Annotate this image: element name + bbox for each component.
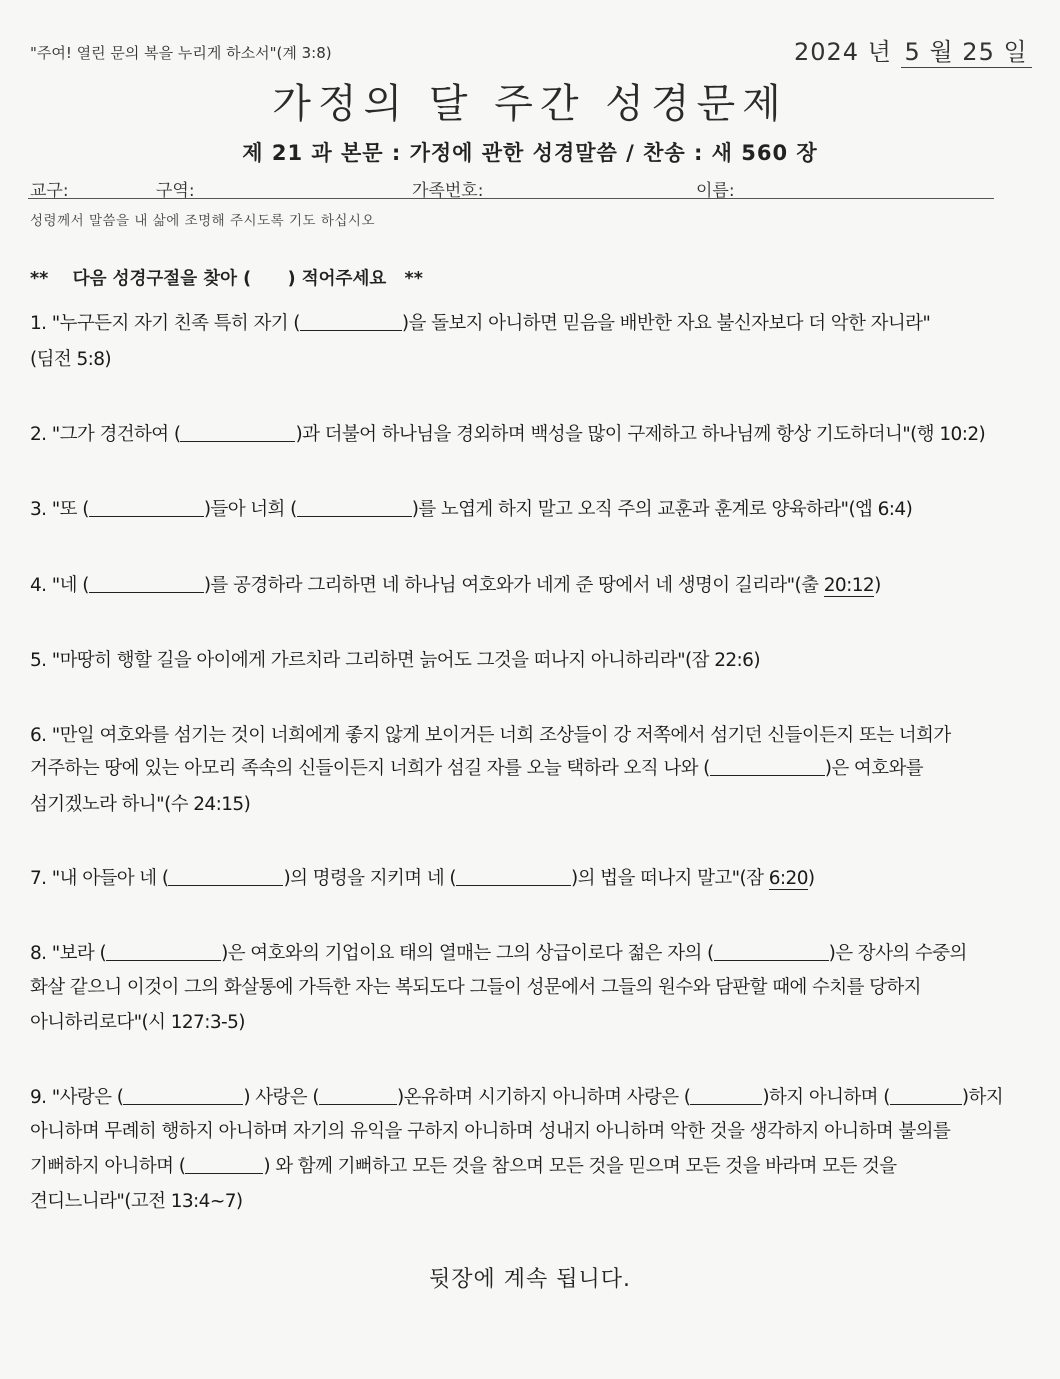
instruction: ** 다음 성경구절을 찾아 ( ) 적어주세요 ** <box>30 269 423 289</box>
district-label: 구역: <box>156 181 195 201</box>
question-text: )하지 <box>961 1087 1004 1108</box>
answer-blank[interactable] <box>456 864 571 886</box>
lesson-subtitle: 제 21 과 본문 : 가정에 관한 성경말씀 / 찬송 : 새 560 장 <box>242 141 818 165</box>
question-1-ref <box>30 342 111 378</box>
continued-note: 뒷장에 계속 됩니다. <box>429 1267 631 1292</box>
date <box>794 32 1032 68</box>
date-day: 25 <box>962 38 995 66</box>
date-month-day <box>901 32 1032 68</box>
question-8 <box>30 936 967 972</box>
question-text: )의 명령을 지키며 네 ( <box>283 868 456 889</box>
question-text: 화살 같으니 이것이 그의 화살통에 가득한 자는 복되도다 그들이 성문에서 그들의 원수와 담판할 때에 수치를 당하지 <box>30 977 921 998</box>
answer-blank[interactable] <box>710 754 825 776</box>
question-6-line3 <box>30 787 250 823</box>
question-7 <box>30 861 815 897</box>
answer-blank[interactable] <box>690 1083 762 1105</box>
question-text: ) 사랑은 ( <box>243 1087 319 1108</box>
question-9 <box>30 1080 1003 1116</box>
question-text: 기뻐하지 아니하며 ( <box>30 1156 186 1177</box>
question-text: 5. "마땅히 행할 길을 아이에게 가르치라 그리하면 늙어도 그것을 떠나지 아니하리라"(잠 22:6) <box>30 650 760 671</box>
question-9-line3 <box>30 1149 897 1185</box>
question-text: 8. "보라 ( <box>30 943 107 964</box>
verse-ref: 20:12 <box>823 575 875 596</box>
answer-blank[interactable] <box>890 1083 962 1105</box>
question-text: )은 여호와의 기업이요 태의 열매는 그의 상급이로다 젊은 자의 ( <box>221 943 714 964</box>
question-text: ) <box>807 868 815 889</box>
question-text: 6. "만일 여호와를 섬기는 것이 너희에게 좋지 않게 보이거든 너희 조상들이 강 저쪽에서 섬기던 신들이든지 또는 너희가 <box>30 725 951 746</box>
family-no-label: 가족번호: <box>412 181 484 201</box>
question-6-line2 <box>30 751 923 787</box>
question-text: )의 법을 떠나지 말고"(잠 <box>571 868 769 889</box>
question-text: ) 와 함께 기뻐하고 모든 것을 참으며 모든 것을 믿으며 모든 것을 바라며 모든 것을 <box>263 1156 897 1177</box>
verse-ref: 6:20 <box>768 868 808 889</box>
question-text: 9. "사랑은 ( <box>30 1087 124 1108</box>
answer-blank[interactable] <box>89 495 204 517</box>
answer-blank[interactable] <box>106 939 221 961</box>
info-row <box>28 172 994 199</box>
question-text: 아니하리로다"(시 127:3-5) <box>30 1012 245 1033</box>
question-text: 4. "네 ( <box>30 575 89 596</box>
question-9-line4 <box>30 1184 243 1220</box>
answer-blank[interactable] <box>714 939 829 961</box>
answer-blank[interactable] <box>89 571 204 593</box>
question-text: )하지 아니하며 ( <box>762 1087 890 1108</box>
question-text: 견디느니라"(고전 13:4~7) <box>30 1191 243 1212</box>
prayer-note: 성령께서 말씀을 내 삶에 조명해 주시도록 기도 하십시오 <box>30 213 375 229</box>
question-text: )은 장사의 수중의 <box>828 943 967 964</box>
question-text: )온유하며 시기하지 아니하며 사랑은 ( <box>396 1087 691 1108</box>
church-label: 교구: <box>30 181 69 201</box>
question-6 <box>30 718 951 754</box>
page-title: 가정의 달 주간 성경문제 <box>272 81 788 127</box>
question-text: 거주하는 땅에 있는 아모리 족속의 신들이든지 너희가 섬길 자를 오늘 택하라 오직 나와 ( <box>30 758 710 779</box>
question-text: )과 더불어 하나님을 경외하며 백성을 많이 구제하고 하나님께 항상 기도하더니"(행 10:2) <box>295 424 986 445</box>
answer-blank[interactable] <box>319 1083 397 1105</box>
name-label: 이름: <box>696 181 735 201</box>
question-text: 아니하며 무례히 행하지 아니하며 자기의 유익을 구하지 아니하며 성내지 아니하며 악한 것을 생각하지 아니하며 불의를 <box>30 1121 951 1142</box>
question-3 <box>30 492 912 528</box>
answer-blank[interactable] <box>297 495 412 517</box>
question-4 <box>30 568 881 604</box>
question-5 <box>30 643 760 679</box>
question-text: )를 공경하라 그리하면 네 하나님 여호와가 네게 준 땅에서 네 생명이 길리라"(출 <box>203 575 824 596</box>
date-month-unit: 월 <box>929 38 954 66</box>
question-text: )를 노엽게 하지 말고 오직 주의 교훈과 훈계로 양육하라"(엡 6:4) <box>411 499 913 520</box>
motto: "주여! 열린 문의 복을 누리게 하소서"(계 3:8) <box>30 44 332 62</box>
question-1 <box>30 306 930 342</box>
question-2 <box>30 417 985 453</box>
question-text: )을 돌보지 아니하면 믿음을 배반한 자요 불신자보다 더 악한 자니라" <box>401 313 931 334</box>
answer-blank[interactable] <box>123 1083 243 1105</box>
question-8-line2 <box>30 970 921 1006</box>
question-9-line2 <box>30 1114 950 1150</box>
answer-blank[interactable] <box>180 420 295 442</box>
question-text: 2. "그가 경건하여 ( <box>30 424 181 445</box>
question-text: 섬기겠노라 하니"(수 24:15) <box>30 794 251 815</box>
question-text: 1. "누구든지 자기 친족 특히 자기 ( <box>30 313 300 334</box>
question-8-line3 <box>30 1005 245 1041</box>
answer-blank[interactable] <box>168 864 283 886</box>
question-text: ) <box>874 575 881 596</box>
date-year: 2024 <box>794 38 860 66</box>
question-text: (딤전 5:8) <box>30 349 112 370</box>
date-month: 5 <box>904 38 921 66</box>
question-text: )은 여호와를 <box>824 758 924 779</box>
question-text: 7. "내 아들아 네 ( <box>30 868 169 889</box>
answer-blank[interactable] <box>300 309 402 331</box>
question-text: 3. "또 ( <box>30 499 89 520</box>
answer-blank[interactable] <box>185 1152 263 1174</box>
date-year-unit: 년 <box>867 38 892 66</box>
question-text: )들아 너희 ( <box>203 499 297 520</box>
date-day-unit: 일 <box>1003 38 1028 66</box>
